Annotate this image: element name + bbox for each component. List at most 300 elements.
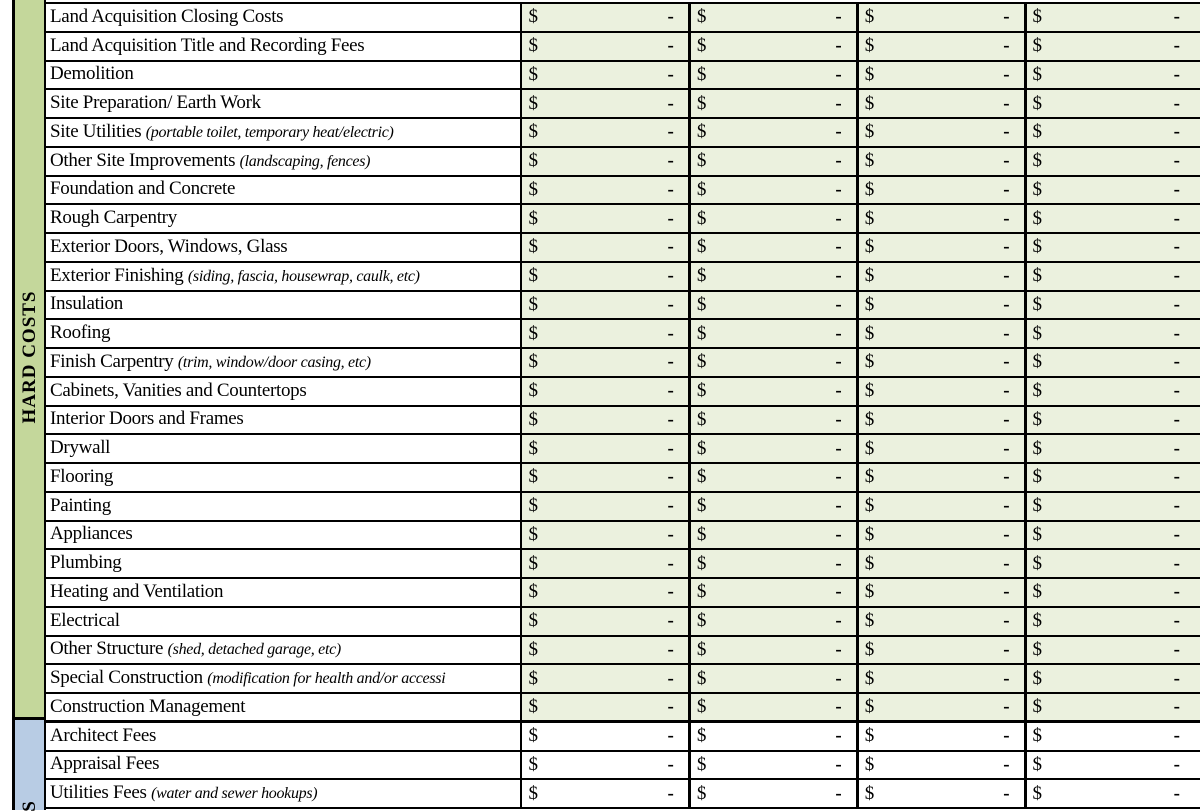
amount-cell[interactable] [689, 751, 857, 780]
currency-symbol: $ [696, 322, 707, 344]
amount-cell[interactable] [1025, 406, 1200, 435]
amount-value: - [1003, 667, 1010, 689]
table-row [46, 291, 1200, 320]
currency-symbol: $ [696, 207, 707, 229]
line-item-name: Exterior Finishing [50, 264, 188, 286]
amount-cell[interactable] [1025, 348, 1200, 377]
table-row [46, 549, 1200, 578]
line-item-note: (siding, fascia, housewrap, caulk, etc) [187, 267, 420, 285]
amount-cell[interactable] [521, 751, 689, 780]
amount-cell[interactable] [521, 636, 689, 665]
amount-cell[interactable] [857, 61, 1025, 90]
amount-cell[interactable] [857, 607, 1025, 636]
line-item-label [46, 348, 521, 377]
amount-cell[interactable] [857, 147, 1025, 176]
amount-cell[interactable] [521, 176, 689, 205]
currency-symbol: $ [696, 265, 707, 287]
amount-cell[interactable] [1025, 722, 1200, 751]
line-item-name: Site Utilities [50, 120, 146, 142]
amount-cell[interactable] [521, 693, 689, 722]
line-item-label [46, 434, 521, 463]
amount-cell[interactable] [857, 348, 1025, 377]
amount-cell[interactable] [521, 377, 689, 406]
amount-cell[interactable] [689, 578, 857, 607]
amount-value: - [1173, 408, 1180, 430]
amount-cell[interactable] [689, 204, 857, 233]
currency-symbol: $ [1032, 63, 1043, 85]
line-item-name: Electrical [50, 609, 120, 631]
currency-symbol: $ [1032, 610, 1043, 632]
amount-cell[interactable] [1025, 89, 1200, 118]
amount-cell[interactable] [689, 693, 857, 722]
amount-cell[interactable] [857, 176, 1025, 205]
table-row [46, 348, 1200, 377]
line-item-label [46, 233, 521, 262]
amount-cell[interactable] [1025, 3, 1200, 32]
currency-symbol: $ [1032, 121, 1043, 143]
amount-cell[interactable] [689, 233, 857, 262]
amount-cell[interactable] [857, 492, 1025, 521]
amount-cell[interactable] [857, 262, 1025, 291]
amount-value: - [835, 610, 842, 632]
currency-symbol: $ [696, 293, 707, 315]
amount-cell[interactable] [689, 521, 857, 550]
table-row [46, 89, 1200, 118]
line-item-note: (water and sewer hookups) [151, 785, 318, 803]
amount-cell[interactable] [689, 779, 857, 808]
amount-cell[interactable] [521, 32, 689, 61]
table-row [46, 693, 1200, 722]
line-item-label [46, 118, 521, 147]
amount-value: - [835, 753, 842, 775]
amount-cell[interactable] [689, 607, 857, 636]
line-item-name: Cabinets, Vanities and Countertops [50, 379, 307, 401]
currency-symbol: $ [1032, 150, 1043, 172]
currency-symbol: $ [696, 150, 707, 172]
line-item-label [46, 578, 521, 607]
amount-value: - [1173, 121, 1180, 143]
table-row [46, 118, 1200, 147]
currency-symbol: $ [528, 322, 538, 344]
amount-cell[interactable] [1025, 377, 1200, 406]
currency-symbol: $ [1032, 380, 1043, 402]
amount-cell[interactable] [857, 291, 1025, 320]
currency-symbol: $ [528, 351, 538, 373]
amount-value: - [667, 782, 674, 804]
amount-value: - [1003, 466, 1010, 488]
currency-symbol: $ [864, 495, 875, 517]
amount-cell[interactable] [521, 61, 689, 90]
amount-value: - [1003, 293, 1010, 315]
currency-symbol: $ [528, 495, 538, 517]
line-item-note: (shed, detached garage, etc) [167, 641, 341, 659]
amount-value: - [1003, 351, 1010, 373]
line-item-name: Insulation [50, 293, 123, 315]
amount-cell[interactable] [1025, 291, 1200, 320]
amount-cell[interactable] [689, 291, 857, 320]
amount-cell[interactable] [689, 61, 857, 90]
amount-cell[interactable] [1025, 751, 1200, 780]
currency-symbol: $ [696, 351, 707, 373]
amount-value: - [835, 380, 842, 402]
line-item-name: Other Site Improvements [50, 149, 240, 171]
amount-value: - [1003, 35, 1010, 57]
amount-cell[interactable] [689, 118, 857, 147]
line-item-name: Painting [50, 494, 111, 516]
amount-cell[interactable] [689, 176, 857, 205]
currency-symbol: $ [696, 610, 707, 632]
amount-cell[interactable] [521, 3, 689, 32]
currency-symbol: $ [696, 552, 707, 574]
amount-cell[interactable] [689, 722, 857, 751]
amount-value: - [1003, 178, 1010, 200]
currency-symbol: $ [864, 437, 875, 459]
amount-cell[interactable] [857, 664, 1025, 693]
currency-symbol: $ [864, 753, 875, 775]
amount-value: - [667, 552, 674, 574]
line-item-name: Rough Carpentry [50, 207, 177, 229]
amount-cell[interactable] [1025, 492, 1200, 521]
amount-value: - [835, 495, 842, 517]
table-row [46, 377, 1200, 406]
currency-symbol: $ [528, 437, 538, 459]
amount-value: - [667, 581, 674, 603]
amount-cell[interactable] [857, 32, 1025, 61]
amount-value: - [1003, 610, 1010, 632]
amount-value: - [1003, 6, 1010, 28]
amount-cell[interactable] [857, 521, 1025, 550]
table-row [46, 262, 1200, 291]
amount-cell[interactable] [1025, 664, 1200, 693]
amount-cell[interactable] [1025, 147, 1200, 176]
amount-value: - [1173, 236, 1180, 258]
amount-cell[interactable] [521, 118, 689, 147]
amount-value: - [835, 35, 842, 57]
line-item-note: (portable toilet, temporary heat/electric) [145, 123, 394, 141]
amount-cell[interactable] [521, 319, 689, 348]
amount-cell[interactable] [1025, 463, 1200, 492]
amount-cell[interactable] [857, 233, 1025, 262]
amount-value: - [1173, 380, 1180, 402]
currency-symbol: $ [1032, 35, 1043, 57]
amount-cell[interactable] [689, 3, 857, 32]
currency-symbol: $ [1032, 178, 1043, 200]
amount-cell[interactable] [689, 463, 857, 492]
amount-cell[interactable] [521, 521, 689, 550]
currency-symbol: $ [1032, 236, 1043, 258]
amount-cell[interactable] [689, 147, 857, 176]
soft-costs-section-label [12, 720, 46, 810]
amount-value: - [1003, 495, 1010, 517]
amount-value: - [835, 92, 842, 114]
currency-symbol: $ [528, 92, 538, 114]
amount-cell[interactable] [1025, 434, 1200, 463]
currency-symbol: $ [696, 638, 707, 660]
currency-symbol: $ [696, 236, 707, 258]
amount-cell[interactable] [1025, 32, 1200, 61]
table-row [46, 204, 1200, 233]
currency-symbol: $ [1032, 495, 1043, 517]
line-item-label [46, 147, 521, 176]
amount-cell[interactable] [1025, 262, 1200, 291]
currency-symbol: $ [528, 121, 538, 143]
line-item-label [46, 693, 521, 722]
amount-cell[interactable] [689, 32, 857, 61]
currency-symbol: $ [528, 782, 538, 804]
line-item-note: (trim, window/door casing, etc) [177, 353, 371, 371]
currency-symbol: $ [864, 178, 875, 200]
currency-symbol: $ [528, 696, 538, 718]
line-item-name: Plumbing [50, 552, 122, 574]
amount-cell[interactable] [689, 636, 857, 665]
line-item-name: Interior Doors and Frames [50, 408, 244, 430]
amount-cell[interactable] [521, 722, 689, 751]
amount-value: - [835, 437, 842, 459]
amount-value: - [667, 466, 674, 488]
currency-symbol: $ [864, 782, 875, 804]
amount-cell[interactable] [521, 664, 689, 693]
amount-cell[interactable] [521, 89, 689, 118]
amount-cell[interactable] [857, 693, 1025, 722]
currency-symbol: $ [864, 552, 875, 574]
amount-cell[interactable] [857, 636, 1025, 665]
currency-symbol: $ [1032, 753, 1043, 775]
amount-cell[interactable] [1025, 61, 1200, 90]
amount-cell[interactable] [857, 319, 1025, 348]
amount-cell[interactable] [521, 291, 689, 320]
amount-value: - [667, 495, 674, 517]
amount-cell[interactable] [1025, 636, 1200, 665]
amount-cell[interactable] [1025, 779, 1200, 808]
line-item-label [46, 176, 521, 205]
amount-cell[interactable] [1025, 319, 1200, 348]
currency-symbol: $ [864, 322, 875, 344]
amount-cell[interactable] [689, 348, 857, 377]
amount-value: - [835, 322, 842, 344]
amount-value: - [1173, 552, 1180, 574]
table-row [46, 32, 1200, 61]
table-row [46, 664, 1200, 693]
amount-value: - [835, 351, 842, 373]
amount-value: - [1003, 638, 1010, 660]
amount-cell[interactable] [857, 3, 1025, 32]
amount-value: - [835, 408, 842, 430]
amount-value: - [667, 63, 674, 85]
amount-value: - [835, 150, 842, 172]
amount-cell[interactable] [689, 406, 857, 435]
amount-cell[interactable] [857, 549, 1025, 578]
amount-cell[interactable] [521, 607, 689, 636]
currency-symbol: $ [696, 523, 707, 545]
line-item-name: Construction Management [50, 695, 246, 717]
currency-symbol: $ [864, 638, 875, 660]
amount-value: - [835, 265, 842, 287]
amount-cell[interactable] [521, 406, 689, 435]
amount-cell[interactable] [857, 204, 1025, 233]
amount-cell[interactable] [857, 434, 1025, 463]
currency-symbol: $ [528, 236, 538, 258]
currency-symbol: $ [696, 437, 707, 459]
amount-cell[interactable] [521, 779, 689, 808]
line-item-label [46, 89, 521, 118]
amount-value: - [667, 725, 674, 747]
amount-cell[interactable] [1025, 176, 1200, 205]
amount-value: - [667, 696, 674, 718]
amount-cell[interactable] [857, 722, 1025, 751]
table-row [46, 406, 1200, 435]
amount-value: - [667, 265, 674, 287]
amount-cell[interactable] [521, 463, 689, 492]
currency-symbol: $ [528, 523, 538, 545]
line-item-label [46, 61, 521, 90]
amount-cell[interactable] [521, 434, 689, 463]
amount-cell[interactable] [521, 348, 689, 377]
line-item-label [46, 664, 521, 693]
currency-symbol: $ [696, 667, 707, 689]
currency-symbol: $ [696, 495, 707, 517]
amount-value: - [667, 351, 674, 373]
hard-costs-section-label [12, 0, 46, 720]
currency-symbol: $ [696, 63, 707, 85]
currency-symbol: $ [528, 207, 538, 229]
currency-symbol: $ [1032, 322, 1043, 344]
amount-value: - [1173, 466, 1180, 488]
amount-cell[interactable] [857, 89, 1025, 118]
currency-symbol: $ [1032, 523, 1043, 545]
amount-value: - [667, 610, 674, 632]
amount-cell[interactable] [1025, 607, 1200, 636]
currency-symbol: $ [696, 782, 707, 804]
amount-value: - [667, 6, 674, 28]
currency-symbol: $ [528, 380, 538, 402]
amount-cell[interactable] [1025, 578, 1200, 607]
amount-cell[interactable] [689, 434, 857, 463]
amount-cell[interactable] [521, 204, 689, 233]
table-row [46, 233, 1200, 262]
currency-symbol: $ [1032, 667, 1043, 689]
currency-symbol: $ [696, 35, 707, 57]
currency-symbol: $ [696, 725, 707, 747]
line-item-name: Architect Fees [50, 724, 157, 746]
currency-symbol: $ [864, 35, 875, 57]
currency-symbol: $ [528, 178, 538, 200]
line-item-note: (modification for health and/or accessi [207, 670, 446, 688]
table-row [46, 176, 1200, 205]
amount-value: - [667, 207, 674, 229]
currency-symbol: $ [864, 466, 875, 488]
line-item-name: Utilities Fees [50, 782, 152, 804]
amount-value: - [1003, 581, 1010, 603]
line-item-name: Demolition [50, 63, 134, 85]
amount-cell[interactable] [857, 406, 1025, 435]
amount-value: - [835, 581, 842, 603]
amount-value: - [667, 753, 674, 775]
currency-symbol: $ [1032, 581, 1043, 603]
amount-value: - [1173, 753, 1180, 775]
amount-cell[interactable] [521, 262, 689, 291]
currency-symbol: $ [864, 610, 875, 632]
amount-value: - [667, 293, 674, 315]
line-item-name: Foundation and Concrete [50, 178, 236, 200]
amount-cell[interactable] [1025, 233, 1200, 262]
line-item-label [46, 204, 521, 233]
line-item-name: Appliances [50, 523, 133, 545]
currency-symbol: $ [528, 265, 538, 287]
amount-cell[interactable] [521, 492, 689, 521]
currency-symbol: $ [864, 121, 875, 143]
amount-cell[interactable] [857, 578, 1025, 607]
amount-value: - [835, 293, 842, 315]
amount-value: - [1173, 351, 1180, 373]
amount-value: - [667, 437, 674, 459]
amount-cell[interactable] [857, 377, 1025, 406]
table-row [46, 434, 1200, 463]
currency-symbol: $ [1032, 725, 1043, 747]
table-row [46, 578, 1200, 607]
amount-cell[interactable] [521, 147, 689, 176]
line-item-name: Special Construction [50, 667, 208, 689]
amount-value: - [1173, 581, 1180, 603]
amount-value: - [667, 380, 674, 402]
amount-value: - [1003, 437, 1010, 459]
currency-symbol: $ [864, 725, 875, 747]
amount-cell[interactable] [689, 319, 857, 348]
amount-value: - [1173, 293, 1180, 315]
amount-cell[interactable] [1025, 693, 1200, 722]
currency-symbol: $ [528, 63, 538, 85]
currency-symbol: $ [528, 725, 538, 747]
amount-value: - [1003, 523, 1010, 545]
table-row [46, 722, 1200, 751]
amount-value: - [1003, 408, 1010, 430]
currency-symbol: $ [696, 92, 707, 114]
amount-value: - [667, 408, 674, 430]
amount-value: - [1003, 150, 1010, 172]
amount-value: - [1003, 725, 1010, 747]
table-row [46, 463, 1200, 492]
amount-value: - [667, 236, 674, 258]
line-item-label [46, 291, 521, 320]
amount-value: - [667, 638, 674, 660]
amount-cell[interactable] [521, 233, 689, 262]
amount-cell[interactable] [1025, 521, 1200, 550]
amount-value: - [1003, 552, 1010, 574]
amount-cell[interactable] [521, 549, 689, 578]
amount-cell[interactable] [1025, 549, 1200, 578]
amount-cell[interactable] [857, 779, 1025, 808]
amount-value: - [1173, 178, 1180, 200]
amount-cell[interactable] [1025, 204, 1200, 233]
amount-value: - [1173, 322, 1180, 344]
amount-cell[interactable] [1025, 118, 1200, 147]
amount-cell[interactable] [857, 463, 1025, 492]
amount-cell[interactable] [521, 578, 689, 607]
amount-cell[interactable] [857, 751, 1025, 780]
amount-value: - [1003, 63, 1010, 85]
table-row [46, 319, 1200, 348]
amount-cell[interactable] [689, 89, 857, 118]
amount-cell[interactable] [857, 118, 1025, 147]
table-row [46, 147, 1200, 176]
amount-cell[interactable] [689, 262, 857, 291]
line-item-label [46, 722, 521, 751]
amount-cell[interactable] [689, 664, 857, 693]
amount-cell[interactable] [689, 549, 857, 578]
cost-table-body [46, 3, 1200, 808]
amount-cell[interactable] [689, 492, 857, 521]
amount-cell[interactable] [689, 377, 857, 406]
currency-symbol: $ [1032, 782, 1043, 804]
